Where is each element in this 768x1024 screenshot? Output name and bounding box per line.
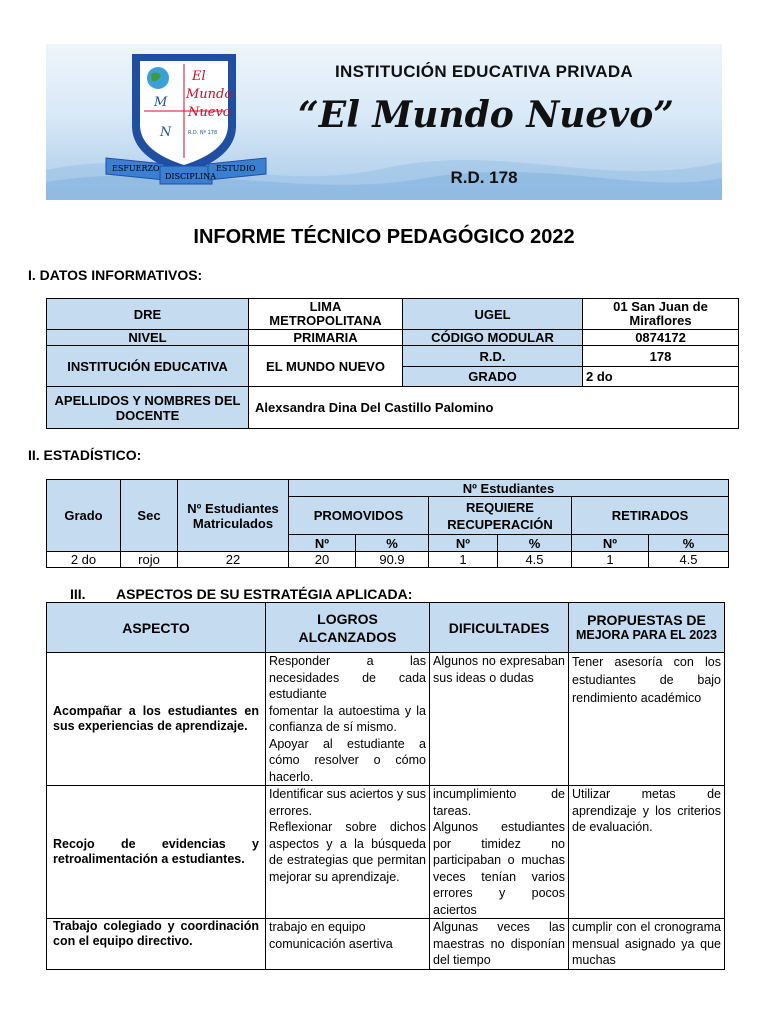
retirados-header: RETIRADOS bbox=[572, 497, 729, 535]
dre-label: DRE bbox=[47, 299, 249, 330]
ugel-label: UGEL bbox=[403, 299, 583, 330]
propuestas-header-line2: MEJORA PARA EL 2023 bbox=[575, 627, 717, 642]
row3-dificultades: Algunas veces las maestras no disponían del tiempo bbox=[430, 919, 569, 970]
crest-letter-m: M bbox=[154, 95, 168, 110]
crest-rd-small: R.D. Nº 178 bbox=[188, 130, 218, 136]
row-ret-pct: 4.5 bbox=[649, 552, 729, 568]
crest-text-nuevo: Nuevo bbox=[188, 105, 231, 120]
estrategia-table bbox=[46, 602, 725, 970]
estadistico-table bbox=[46, 479, 729, 568]
recuperacion-header: REQUIERE RECUPERACIÓN bbox=[429, 497, 572, 535]
row-matriculados: 22 bbox=[178, 552, 289, 568]
row1-logros: Responder a las necesidades de cada estudiante fomentar la autoestima y la confianza de sí mismo. Apoyar al estudiante a cómo resolver o cómo hacerlo. bbox=[266, 653, 430, 786]
school-name: “El Mundo Nuevo” bbox=[298, 94, 674, 136]
crest-letter-n: N bbox=[160, 125, 172, 140]
row-prom-pct: 90.9 bbox=[356, 552, 429, 568]
grado-value: 2 do bbox=[583, 367, 739, 387]
section-3-heading: ASPECTOS DE SU ESTRATÉGIA APLICADA: bbox=[116, 586, 413, 602]
row-ret-n: 1 bbox=[572, 552, 649, 568]
row-prom-n: 20 bbox=[289, 552, 356, 568]
prom-n-header: Nº bbox=[289, 535, 356, 552]
rd-label: R.D. bbox=[403, 346, 583, 367]
row2-logros: Identificar sus aciertos y sus errores. Reflexionar sobre dichos aspectos y a la búsqueda de estrategias que permitan mejorar su aprendizaje. bbox=[266, 786, 430, 919]
matriculados-header: Nº Estudiantes Matriculados bbox=[178, 480, 289, 552]
row3-logros: trabajo en equipo comunicación asertiva bbox=[266, 919, 430, 970]
nivel-value: PRIMARIA bbox=[249, 330, 403, 346]
table-row bbox=[47, 786, 725, 919]
grado-header: Grado bbox=[47, 480, 121, 552]
ugel-value: 01 San Juan de Miraflores bbox=[583, 299, 739, 330]
ribbon-esfuerzo: ESFUERZO bbox=[112, 164, 160, 173]
docente-label: APELLIDOS Y NOMBRES DEL DOCENTE bbox=[47, 387, 249, 429]
section-1-heading: I. DATOS INFORMATIVOS: bbox=[28, 267, 203, 283]
propuestas-header bbox=[569, 603, 725, 653]
dificultades-header: DIFICULTADES bbox=[430, 603, 569, 653]
ribbon-estudio: ESTUDIO bbox=[216, 164, 256, 173]
table-row bbox=[47, 919, 725, 970]
ribbon-disciplina: DISCIPLINA bbox=[165, 172, 216, 181]
row-grado: 2 do bbox=[47, 552, 121, 568]
row2-propuestas: Utilizar metas de aprendizaje y los criterios de evaluación. bbox=[569, 786, 725, 919]
aspecto-header: ASPECTO bbox=[47, 603, 266, 653]
ret-pct-header: % bbox=[649, 535, 729, 552]
school-crest-logo bbox=[104, 46, 274, 198]
rd-value: 178 bbox=[583, 346, 739, 367]
row3-propuestas: cumplir con el cronograma mensual asignado ya que muchas bbox=[569, 919, 725, 970]
crest-text-el: El bbox=[192, 69, 206, 84]
section-2-heading: II. ESTADÍSTICO: bbox=[28, 447, 142, 463]
row2-aspecto: Recojo de evidencias y retroalimentación a estudiantes. bbox=[47, 786, 266, 919]
ie-label: INSTITUCIÓN EDUCATIVA bbox=[47, 346, 249, 387]
estudiantes-header: Nº Estudiantes bbox=[289, 480, 729, 497]
table-row bbox=[47, 653, 725, 786]
ie-value: EL MUNDO NUEVO bbox=[249, 346, 403, 387]
row2-dificultades: incumplimiento de tareas. Algunos estudiantes por timidez no participaban o muchas veces tenían varios errores y pocos aciertos bbox=[430, 786, 569, 919]
grado-label: GRADO bbox=[403, 367, 583, 387]
sec-header: Sec bbox=[121, 480, 178, 552]
prom-pct-header: % bbox=[356, 535, 429, 552]
row1-aspecto: Acompañar a los estudiantes en sus experiencias de aprendizaje. bbox=[47, 653, 266, 786]
codigo-label: CÓDIGO MODULAR bbox=[403, 330, 583, 346]
row1-dificultades: Algunos no expresaban sus ideas o dudas bbox=[430, 653, 569, 786]
section-3-number: III. bbox=[70, 586, 86, 602]
datos-informativos-table bbox=[46, 298, 739, 429]
ret-n-header: Nº bbox=[572, 535, 649, 552]
row-sec: rojo bbox=[121, 552, 178, 568]
school-rd: R.D. 178 bbox=[450, 168, 518, 187]
row-rec-n: 1 bbox=[429, 552, 498, 568]
nivel-label: NIVEL bbox=[47, 330, 249, 346]
crest-text-mundo: Mundo bbox=[186, 87, 233, 102]
rec-pct-header: % bbox=[498, 535, 572, 552]
promovidos-header: PROMOVIDOS bbox=[289, 497, 429, 535]
row-rec-pct: 4.5 bbox=[498, 552, 572, 568]
logros-header: LOGROS ALCANZADOS bbox=[266, 603, 430, 653]
rec-n-header: Nº bbox=[429, 535, 498, 552]
page-title: INFORME TÉCNICO PEDAGÓGICO 2022 bbox=[193, 226, 575, 248]
school-type: INSTITUCIÓN EDUCATIVA PRIVADA bbox=[334, 62, 633, 81]
propuestas-header-line1: PROPUESTAS DE bbox=[587, 611, 706, 628]
row3-aspecto: Trabajo colegiado y coordinación con el equipo directivo. bbox=[47, 919, 266, 970]
row1-propuestas: Tener asesoría con los estudiantes de bajo rendimiento académico bbox=[569, 653, 725, 786]
school-banner bbox=[46, 44, 722, 200]
dre-value: LIMA METROPOLITANA bbox=[249, 299, 403, 330]
codigo-value: 0874172 bbox=[583, 330, 739, 346]
docente-value: Alexsandra Dina Del Castillo Palomino bbox=[249, 387, 739, 429]
